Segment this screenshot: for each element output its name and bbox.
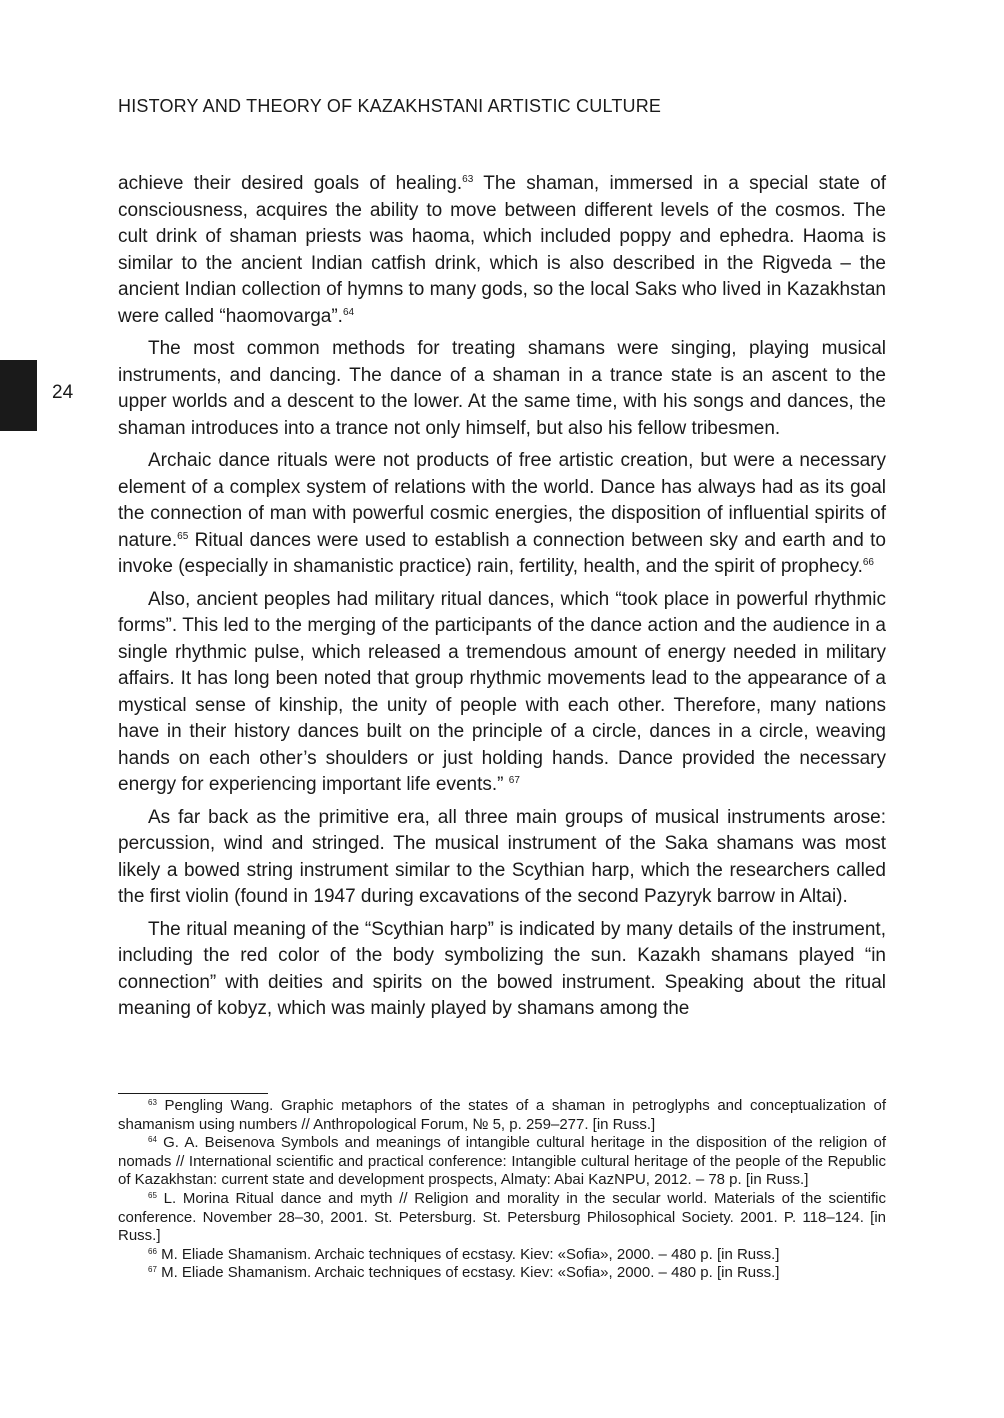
footnote-number: 63 — [148, 1098, 157, 1107]
paragraph-text: Also, ancient peoples had military ritual dances, which “took place in powerful rhythmic forms”. This led to the merging of the participants of the dance action and the audience in a single rhythmic pulse, which released a tremendous amount of energy needed in military affairs. It has long been noted that group rhythmic movements lead to the appearance of a mystical sense of kinship, the unity of people with each other. Therefore, many nations have in their history dances built on the principle of a circle, dances in a circle, weaving hands on each other’s shoulders or just holding hands. Dance provided the necessary energy for experiencing important life events.” — [118, 588, 886, 795]
paragraph-text: The shaman, immersed in a special state of consciousness, acquires the ability to move between different levels of the cosmos. The cult drink of shaman priests was haoma, which included poppy and ephedra. Haoma is similar to the ancient Indian catfish drink, which is also described in the Rigveda – the ancient Indian collection of hymns to many gods, so the local Saks who lived in Kazakhstan were called “haomovarga”. — [118, 173, 886, 327]
footnote — [118, 1134, 886, 1190]
body-paragraph — [118, 917, 886, 1023]
footnote-number: 66 — [148, 1246, 157, 1256]
footnote-text: L. Morina Ritual dance and myth // Religion and morality in the secular world. Materials of the scientific conference. November 28–30, 2001. St. Petersburg. St. Petersburg Philosophical Society. 2001. P. 118–124. [in Russ.] — [118, 1189, 886, 1245]
body-paragraph — [118, 336, 886, 442]
footnote-ref: 63 — [462, 174, 474, 185]
footnote-text: M. Eliade Shamanism. Archaic techniques of ecstasy. Kiev: «Sofia», 2000. – 480 p. [in Russ.] — [161, 1264, 780, 1282]
footnote-ref: 65 — [177, 530, 189, 542]
footnote-text: Pengling Wang. Graphic metaphors of the states of a shaman in petroglyphs and conceptualization of shamanism using numbers // Anthropological Forum, № 5, p. 259–277. [in Russ.] — [118, 1097, 887, 1133]
body-paragraph — [118, 171, 886, 330]
footnote-text: G. A. Beisenova Symbols and meanings of intangible cultural heritage in the disposition of the religion of nomads // International scientific and practical conference: Intangible cultural heritage of the people of the Republic of Kazakhstan: current state and development prospects, Almaty: Abai KazNPU, 2012. – 78 p. [in Russ.] — [118, 1134, 886, 1189]
running-header: HISTORY AND THEORY OF KAZAKHSTANI ARTISTIC CULTURE — [118, 96, 662, 116]
paragraph-text: The most common methods for treating shamans were singing, playing musical instruments, and dancing. The dance of a shaman in a trance state is an ascent to the upper worlds and a descent to the lower. At the same time, with his songs and dances, the shaman introduces into a trance not only himself, but also his fellow tribesmen. — [118, 338, 886, 439]
paragraph-text: As far back as the primitive era, all three main groups of musical instruments arose: percussion, wind and stringed. The musical instrument of the Saka shamans was most likely a bowed string instrument similar to the Scythian harp, which the researchers called the first violin (found in 1947 during excavations of the second Pazyryk barrow in Altai). — [118, 806, 886, 907]
paragraph-text: Archaic dance rituals were not products of free artistic creation, but were a necessary element of a complex system of relations with the world. Dance has always had as its goal the connection of man with powerful cosmic energies, the disposition of influential spirits of nature. — [118, 450, 886, 551]
footnote-ref: 66 — [862, 557, 874, 568]
paragraph-text: Ritual dances were used to establish a connection between sky and earth and to invoke (especially in shamanistic practice) rain, fertility, health, and the spirit of prophecy. — [118, 529, 886, 577]
page-number: 24 — [52, 382, 74, 403]
footnote-number: 67 — [148, 1265, 157, 1275]
page-edge-tab — [0, 360, 37, 431]
footnotes — [118, 1097, 886, 1283]
footnote-text: M. Eliade Shamanism. Archaic techniques of ecstasy. Kiev: «Sofia», 2000. – 480 p. [in Russ.] — [161, 1245, 780, 1263]
footnote — [118, 1190, 886, 1246]
footnote-number: 64 — [148, 1135, 157, 1145]
footnote-separator — [118, 1093, 268, 1094]
body-paragraph — [118, 805, 886, 911]
body-paragraph — [118, 587, 886, 799]
body-text — [118, 171, 886, 1029]
paragraph-text: The ritual meaning of the “Scythian harp” is indicated by many details of the instrument, including the red color of the body symbolizing the sun. Kazakh shamans played “in connection” with deities and spirits on the bowed instrument. Speaking about the ritual meaning of kobyz, which was mainly played by shamans among the — [118, 918, 886, 1019]
footnote — [118, 1264, 886, 1283]
footnote-ref: 64 — [342, 306, 355, 318]
footnote — [118, 1097, 886, 1134]
footnote-number: 65 — [148, 1190, 157, 1200]
body-paragraph — [118, 448, 886, 581]
footnote — [118, 1246, 886, 1265]
footnote-ref: 67 — [508, 775, 520, 786]
paragraph-text: achieve their desired goals of healing. — [118, 173, 463, 194]
